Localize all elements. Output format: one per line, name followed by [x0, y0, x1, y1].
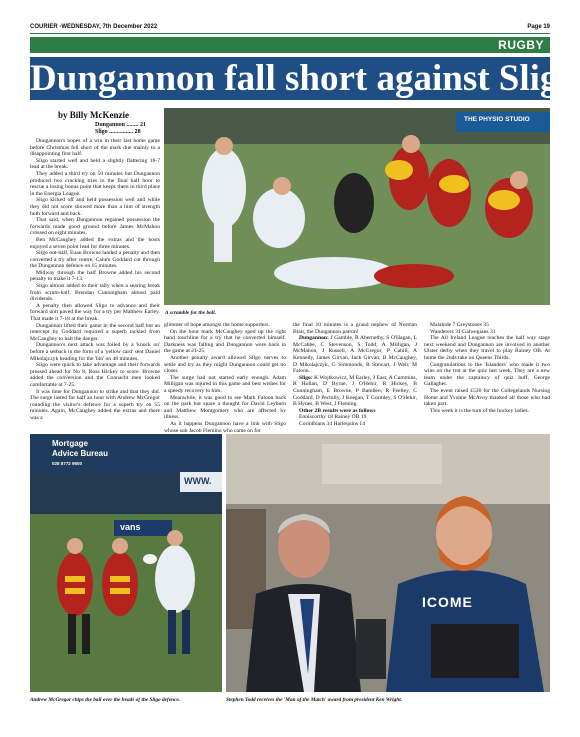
paragraph: Dungannon's hopes of a win in their last home game before Christmas fell short of the mark due mainly to a disappointing first half.	[30, 138, 160, 158]
article-column-2	[164, 322, 286, 432]
paragraph: Sligo out-half, Euan Browne landed a penalty and then converted a try after centre, Calum Goddard cut through the Dungannon defence on 15 minutes.	[30, 250, 160, 270]
paragraph: Ben McCaughey added the extras and the hosts enjoyed a seven point lead for three minutes.	[30, 236, 160, 250]
header-page-number: Page 19	[527, 24, 550, 30]
paragraph: On the hour mark McCaughey sped up the right hand touchline for a try that he converted himself. Darkness was falling and Dungannon were back in the game at 21-25.	[164, 328, 286, 355]
paragraph: They added a third try on 50 minutes but Dungannon produced two cracking tries in the final half hour to rescue a losing bonus point that keeps them in third place in the Energia League.	[30, 170, 160, 197]
section-label: RUGBY	[498, 38, 544, 52]
section-bar	[30, 37, 550, 53]
article-column-3	[293, 322, 417, 432]
result-line: Malahide 7 Greystones 35	[430, 322, 489, 328]
photo-mcgregor	[30, 434, 222, 692]
paragraph: Another penalty award allowed Sligo nerves to settle and try as they might Dungannon could get no closer.	[164, 354, 286, 375]
paragraph: Midway through the half Browne added his second penalty to make it 7-13.	[30, 269, 160, 283]
byline: by Billy McKenzie	[58, 110, 129, 120]
results-heading: Other 2B results were as follows	[299, 407, 376, 414]
paragraph: That said, when Dungannon regained possession the forwards made good ground before James McMahon crossed on eight minutes.	[30, 217, 160, 237]
page-header	[30, 24, 550, 30]
paragraph: Sligo started well and held a slightly flattering 18-7 lead at the break.	[30, 157, 160, 171]
team-list-sligo: K Wojtkowicz, M Earley, J East, A Cummins, R Hollan, D Byrne, J O'Hehir, R Hickey, B Cunningham, E Browne, P Bambeo, R Feeliey, C Goddard, D Pechilly, J Keegan, T Gormley, S O'Hehir, B Hynes, B West, J Fleming.	[293, 374, 417, 408]
caption-mcgregor: Andrew McGregor chips the ball over the heads of the Sligo defence.	[30, 697, 181, 703]
paragraph: glimmer of hope amongst the home supporters.	[164, 322, 270, 328]
result-line: Wanderers 31 Galwegians 31	[430, 328, 496, 335]
paragraph: A penalty then allowed Sligo to advance and their forward unit paved the way for a try per Matthew Earley. That made it 7-18 at the break.	[30, 302, 160, 323]
team-label-dungannon: Dungannon:	[299, 335, 329, 342]
physio-banner: THE PHYSIO STUDIO	[464, 116, 530, 123]
ad-phone: 028 8772 9600	[52, 461, 83, 466]
paragraph: Dungannon's next attack was foiled by a 'knock on' before a setback in the form of a 'yellow card' sent Daniel Mikolajczyk heading for the 'bin' on 48 minutes.	[30, 342, 160, 362]
award-illustration	[226, 434, 550, 692]
result-line: Enniscorthy 18 Rainey OB 19	[299, 414, 367, 421]
ad-mortgage: Mortgage	[52, 439, 88, 448]
score-line-2: Sligo ................ 28	[95, 129, 141, 135]
header-publication-date: COURIER -WEDNESDAY, 7th December 2022	[30, 24, 158, 30]
article-column-4	[424, 322, 550, 432]
paragraph: It was time for Dungannon to strike and that they did. The surge lasted for half an hour with Andrew McGregor rounding the visitor's defence for a superb try on 55 minutes. Again, McCaughey added the extras and there was a	[30, 388, 160, 421]
caption-man-of-the-match: Stephen Todd receives the 'Man of the Match' award from president Ken Wright.	[226, 697, 403, 703]
ad-advice-bureau: Advice Bureau	[52, 449, 109, 458]
photo-man-of-the-match	[226, 434, 550, 692]
paragraph: The surge had not started early enough. Adam Milligan was injured in this game and best wishes for a speedy recovery to him.	[164, 374, 286, 394]
result-line: Corinthians 34 Harlequins 14	[299, 420, 366, 427]
paragraph: Congratulations to the 'Islanders' who made it two wins on the trot at the quiz last week. They are a new team under the captaincy of quiz buff, George Gallagher.	[424, 361, 550, 388]
sweater-lettering: ICOME	[422, 594, 473, 610]
ad-www: WWW.	[184, 476, 212, 486]
paragraph: Meanwhile, it was good to see Mark Faloon back on the park but spare a thought for David Leyburn and Matthew Montgomery who are affected by illness.	[164, 394, 286, 421]
paragraph: Sligo kicked off and held possession well and while they did not score showed more than a hint of strength both forward and back.	[30, 197, 160, 217]
header-rule	[30, 33, 550, 34]
caption-scramble: A scramble for the ball.	[165, 310, 217, 316]
paragraph: the final 10 minutes is a grand nephew of Norman Blair, the Dungannon patron!	[293, 322, 417, 335]
scramble-illustration	[164, 108, 550, 305]
paragraph: Dungannon lifted their game in the second half but an intercept by Goddard required a superb tackled from McCaughey to halt the danger.	[30, 322, 160, 342]
photo-scramble	[164, 108, 550, 305]
paragraph: Sligo almost added to their tally when a searing break from scrum-half, Brendan Cunningham almost paid dividends.	[30, 283, 160, 303]
paragraph: This week it is the turn of the hockey ladies.	[430, 407, 530, 414]
mcgregor-illustration	[30, 434, 222, 692]
score-line-1: Dungannon ........ 21	[95, 122, 147, 128]
paragraph: The event raised £530 for the Collegelands Nursing Home and Yvonne McAvoy thanked all those who had taken part.	[424, 387, 550, 408]
paragraph: The All Ireland League reaches the half way stage next weekend and Dungannon are involved in another Ulster derby when they travel to play Rainey OB. At home the 2nds take on Queens Thirds.	[424, 335, 550, 361]
ad-vans: vans	[120, 522, 141, 532]
headline: Dungannon fall short against Sligo	[30, 58, 577, 99]
article-column-1	[30, 138, 160, 428]
team-label-sligo: Sligo:	[299, 374, 313, 381]
paragraph: As it happens Dungannon have a link with Sligo whose sub Jacob Fleming who came on for	[164, 420, 286, 432]
paragraph: Sligo were quick to take advantage and their forwards pressed ahead for No 8, Ross Hickey to score. Browne added the conversion and the Connacht men looked comfortable at 7-25.	[30, 362, 160, 388]
team-list-dungannon: J Gamble, R Abernethy, S O'Hagan, L McCabbe, C Stevenson, S Todd, A Milligan, J McMahon, J Russell, A McGregor, P Cahill, A Kennedy, James Girvan, Jack Girvan, B McCaughey, D Mikolajczyk, G Simmonds, R Stewart, J Weir, M Faloon.	[293, 335, 417, 375]
